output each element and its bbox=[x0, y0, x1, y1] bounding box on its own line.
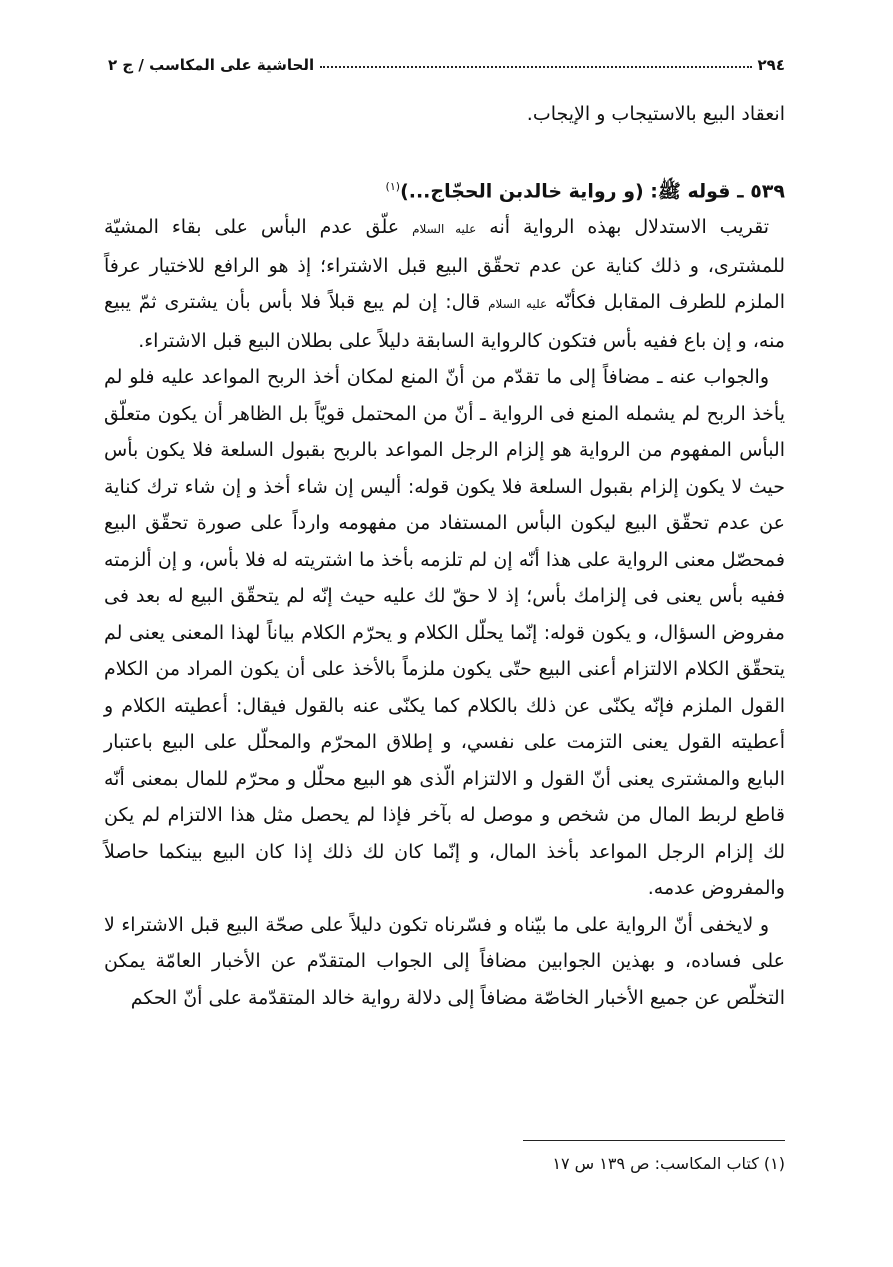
header-dot-leader bbox=[320, 65, 751, 68]
section-heading bbox=[104, 169, 785, 210]
running-title: الحاشية على المكاسب / ج ٢ bbox=[108, 56, 315, 74]
body-text bbox=[104, 96, 785, 1016]
section-heading-text: ٥٣٩ ـ قوله ﷺ: (و رواية خالدبن الحجّاج...) bbox=[400, 179, 785, 202]
footnote-ref: (١) bbox=[385, 179, 401, 193]
honorific-2: عليه السلام bbox=[488, 297, 548, 312]
footnote: (١) كتاب المكاسب: ص ١٣٩ س ١٧ bbox=[552, 1154, 785, 1173]
paragraph-1 bbox=[104, 209, 785, 359]
paragraph-3: و لايخفى أنّ الرواية على ما بيّناه و فسّرناه تكون دليلاً على صحّة البيع قبل الاشتراء لا على فساده، و بهذين الجوابين مضافاً إلى الجواب المتقدّم عن الأخبار العامّة يمكن التخلّص عن جميع الأخبار الخاصّة مضافاً إلى دلالة رواية خالد المتقدّمة على أنّ الحكم bbox=[104, 913, 785, 1009]
lead-line: انعقاد البيع بالاستيجاب و الإيجاب. bbox=[526, 103, 785, 125]
paragraph-1-part-a: تقريب الاستدلال بهذه الرواية أنه bbox=[489, 216, 770, 239]
page-header bbox=[108, 44, 785, 74]
page-number: ٢٩٤ bbox=[757, 56, 785, 74]
paragraph-1-part-b: علّق عدم البأس على بقاء المشيّة للمشترى، و ذلك كناية عن عدم تحقّق البيع قبل الاشتراء؛ إذ هو الرافع للاختيار عرفاً الملزم للطرف المقابل فكأنّه bbox=[104, 216, 785, 314]
paragraph-2: والجواب عنه ـ مضافاً إلى ما تقدّم من أنّ المنع لمكان أخذ الربح المواعد عليه فلو لم يأخذ الربح لم يشمله المنع فى الرواية ـ أنّ من المحتمل قويّاً بل الظاهر أن يكون متعلّق البأس المفهوم من الرواية هو إلزام الرجل المواعد بالربح بقبول السلعة فلا يكون بأس حيث لا يكون إلزام بقبول السلعة فلا يكون قوله: أليس إن شاء أخذ و إن شاء ترك كناية عن عدم تحقّق البيع ليكون البأس المستفاد من مفهومه وارداً على صورة تحقّق البيع فمحصّل معنى الرواية على هذا أنّه إن لم تلزمه بأخذ ما اشتريته له فلا بأس، و إن ألزمته ففيه بأس يعنى فى إلزامك بأس؛ إذ لا حقّ لك عليه حيث إنّه لم يتحقّق البيع له بعد فى مفروض السؤال، و يكون قوله: إنّما يحلّل الكلام و يحرّم الكلام بياناً لهذا المعنى يعنى لم يتحقّق الكلام الالتزام أعنى البيع حتّى يكون ملزماً بالأخذ على أن يكون المراد من الكلام القول الملزم فإنّه يكنّى عن ذلك بالكلام كما يكنّى عنه بالقول فيقال: أعطيته الكلام و أعطيته القول يعنى التزمت على نفسي، و إطلاق المحرّم والمحلّل على البيع باعتبار البايع والمشترى يعنى أنّ القول و الالتزام الّذى هو البيع محلّل و محرّم للمال بمعنى أنّه قاطع لربط المال من شخص و موصل له بآخر فإذا لم يحصل مثل هذا الالتزام لم يكن لك إلزام الرجل المواعد بأخذ المال، و إنّما كان لك ذلك إذا كان البيع بينكما حاصلاً والمفروض عدمه. bbox=[104, 366, 785, 900]
footnote-rule bbox=[523, 1140, 785, 1141]
honorific-1: عليه السلام bbox=[412, 222, 477, 237]
paragraph-1-part-c: قال: إن لم يبع قبلاً فلا بأس بأن يشترى ثمّ يبيع منه، و إن باع ففيه بأس فتكون كالرواية السابقة دليلاً على بطلان البيع قبل الاشتراء. bbox=[104, 291, 785, 352]
